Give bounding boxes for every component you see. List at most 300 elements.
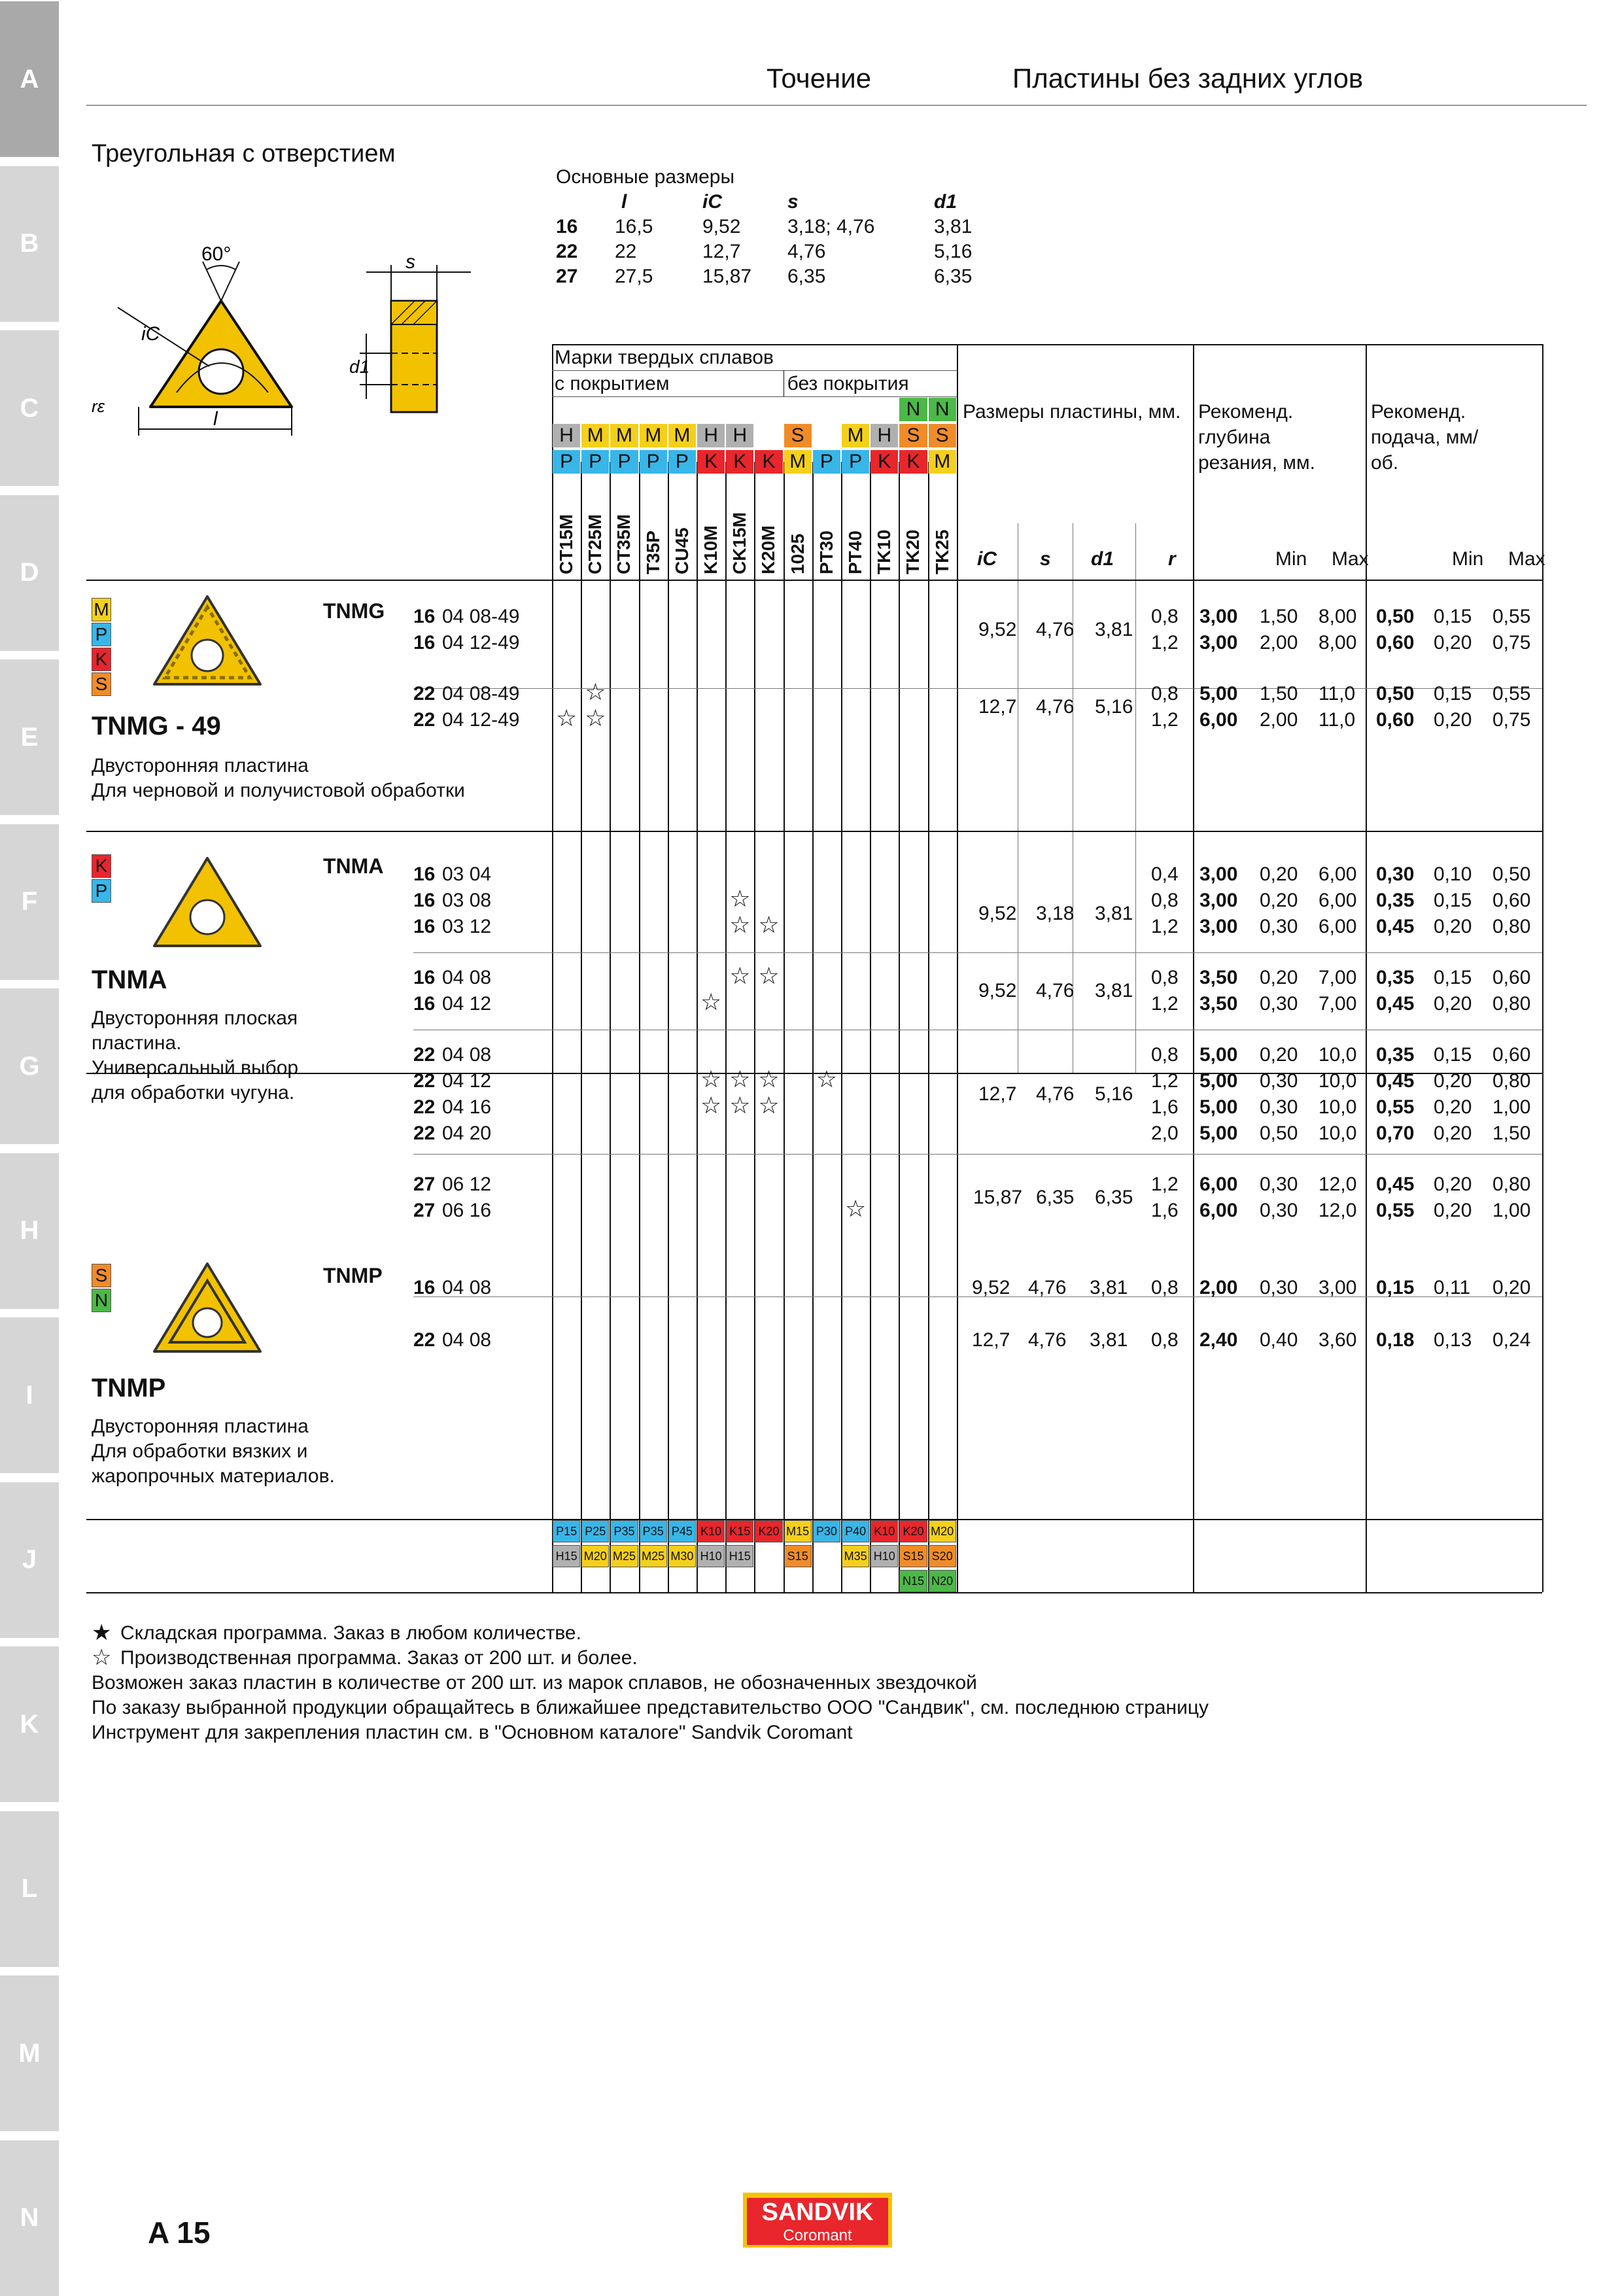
insert-label: TNMP [92,1374,166,1402]
grid-line [841,462,842,1592]
footnote-line: Производственная программа. Заказ от 200 шт. и более. [120,1647,638,1669]
depth-min-val: 1,50 [1260,606,1298,627]
depth: 5,00 [1199,1096,1238,1118]
code-suffix: 04 12 [442,993,492,1015]
insert-description: Двусторонняя плоская [92,1007,298,1029]
code-prefix: 22 [413,1122,436,1144]
grade-group-cell: M [610,424,638,447]
grade-name: K10M [700,525,721,574]
depth-min-val: 2,00 [1260,709,1298,731]
feed-min-val: 0,11 [1434,1277,1471,1298]
grade-iso-chip: K10 [870,1520,898,1542]
grade-group-cell: M [668,424,696,447]
depth-min-val: 0,30 [1260,916,1298,937]
grade-group-cell: S [784,424,812,447]
radius: 1,2 [1151,1174,1179,1195]
depth-min-val: 1,50 [1260,683,1298,704]
grade-group-cell: K [697,450,725,474]
grid-line [552,344,1542,345]
basic-dims-col-iC: iC [702,191,722,213]
code-suffix: 04 08 [442,1277,492,1298]
code-suffix: 04 12-49 [442,709,520,731]
star-icon: ☆ [729,911,751,938]
feed-min-val: 0,20 [1434,993,1472,1015]
depth: 2,40 [1199,1329,1238,1351]
depth-max-val: 7,00 [1318,967,1357,988]
code-suffix: 04 16 [442,1096,492,1118]
insert-tnma-icon [145,850,269,955]
radius: 0,8 [1151,683,1179,704]
col-s: s [1040,548,1051,570]
code-suffix: 04 08 [442,967,492,988]
depth: 3,00 [1199,916,1238,937]
feed-max-val: 0,75 [1492,632,1531,653]
tab-e[interactable]: E [0,659,59,815]
grade-group-cell: H [553,424,580,447]
insert-description: жаропрочных материалов. [92,1465,335,1487]
svg-text:s: s [405,251,415,273]
depth: 3,00 [1199,863,1238,885]
insert-tnmp-icon [145,1256,269,1361]
code-prefix: 16 [413,863,436,885]
feed-min-val: 0,20 [1434,709,1472,731]
table-row [0,1096,1,1097]
grid-line [610,462,611,1592]
material-badge: N [92,1289,111,1312]
tab-c[interactable]: C [0,330,59,486]
tab-l[interactable]: L [0,1811,59,1967]
feed: 0,45 [1376,1174,1415,1195]
code-prefix: 16 [413,890,436,911]
code-suffix: 06 16 [442,1200,492,1221]
table-row [0,1277,1,1278]
material-badge: S [92,672,111,696]
code-prefix: 27 [413,1174,436,1195]
grade-group-cell: N [929,398,956,421]
filled-star-icon: ★ [92,1620,112,1645]
grade-group-cell: S [899,424,927,447]
dim-s: 4,76 [1036,1083,1075,1105]
star-icon: ☆ [700,988,722,1015]
grade-iso-chip: M25 [610,1545,638,1567]
grid-line [725,462,727,1592]
star-icon: ☆ [758,962,780,989]
basic-dims-code: 22 [556,241,578,262]
insert-label: TNMA [92,965,167,994]
feed-max-val: 0,55 [1492,683,1531,704]
depth-max-val: 11,0 [1318,683,1356,704]
footnote-line: Возможен заказ пластин в количестве от 200 шт. из марок сплавов, не обозначенных звездочкой [92,1672,977,1694]
grades-title: Марки твердых сплавов [555,347,774,368]
radius: 1,6 [1151,1096,1179,1118]
grade-group-cell: P [813,450,840,474]
feed: 0,35 [1376,967,1415,988]
grade-name: K20M [758,525,779,574]
tab-a[interactable]: A [0,1,59,157]
insert-description: Двусторонняя пластина [92,1416,309,1437]
depth: 5,00 [1199,1122,1238,1144]
insert-tnmg-icon [145,589,269,693]
dim-ic: 9,52 [978,980,1017,1001]
grade-iso-chip: S20 [929,1545,956,1567]
star-icon: ☆ [758,1092,780,1119]
tab-d[interactable]: D [0,495,59,651]
grid-line [552,370,957,371]
svg-text:iC: iC [141,323,160,345]
grid-line [957,344,958,1592]
depth-max-val: 8,00 [1318,606,1357,627]
basic-dims-col-d1: d1 [934,191,957,213]
basic-dims-value: 6,35 [934,266,973,287]
depth-min-val: 0,20 [1260,967,1298,988]
tab-f[interactable]: F [0,824,59,980]
grid-line [1135,523,1136,1073]
depth: 3,50 [1199,967,1238,988]
svg-text:d1: d1 [349,357,370,377]
basic-dims-title: Основные размеры [556,166,735,188]
feed-max-val: 0,60 [1492,1044,1531,1066]
feed-min-val: 0,15 [1434,1044,1472,1066]
feed-max-val: 0,24 [1492,1329,1531,1351]
feed-max-val: 0,60 [1492,890,1531,911]
insert-description: Для черновой и получистовой обработки [92,780,465,801]
star-icon: ☆ [816,1066,838,1092]
star-icon: ☆ [700,1066,722,1092]
grade-name: CT15M [556,514,576,574]
dim-ic: 9,52 [978,903,1017,924]
grade-name: PT30 [816,531,836,574]
grid-line [784,462,785,1592]
code-prefix: 22 [413,1096,436,1118]
depth: 5,00 [1199,1070,1238,1092]
col-r: r [1168,548,1176,570]
insert-dimension-drawing [78,235,484,445]
grid-line [413,952,1542,953]
grade-name: T35P [642,531,663,574]
dim-s: 4,76 [1028,1329,1067,1351]
grid-line [870,462,871,1592]
tab-b[interactable]: B [0,166,59,322]
tab-m[interactable]: M [0,1975,59,2131]
grade-name: CU45 [671,527,692,574]
grid-line [86,831,1542,832]
depth-max-val: 10,0 [1318,1044,1357,1066]
dim-ic: 12,7 [978,696,1017,718]
material-badge: S [92,1264,111,1287]
grade-iso-chip: P15 [553,1520,580,1542]
dim-ic: 9,52 [978,619,1017,640]
feed: 0,45 [1376,1070,1415,1092]
feed-max-val: 0,80 [1492,1174,1531,1195]
depth: 5,00 [1199,1044,1238,1066]
grade-iso-chip: P40 [842,1520,869,1542]
feed-max-val: 0,55 [1492,606,1531,627]
insert-description: Двусторонняя пластина [92,755,309,776]
grade-iso-chip: M30 [668,1545,696,1567]
depth-min-val: 2,00 [1260,632,1298,653]
code-prefix: 22 [413,1044,436,1066]
grid-line [812,462,814,1592]
tab-h[interactable]: H [0,1153,59,1309]
sandvik-logo: SANDVIK Coromant [743,2193,892,2248]
feed: 0,60 [1376,709,1415,731]
depth-max-val: 6,00 [1318,863,1357,885]
grade-iso-chip: P35 [610,1520,638,1542]
grade-name: PT40 [845,531,865,574]
star-icon: ☆ [585,678,606,705]
feed: 0,35 [1376,890,1415,911]
star-icon: ☆ [700,1092,722,1119]
insert-type-code: TNMG [323,599,385,623]
depth: 3,00 [1199,890,1238,911]
feed-min-val: 0,20 [1434,1122,1472,1144]
code-prefix: 16 [413,993,436,1015]
dim-ic: 12,7 [978,1083,1017,1105]
star-icon: ☆ [729,885,751,912]
grade-name: CT25M [585,514,606,574]
radius: 1,6 [1151,1200,1179,1221]
depth-max-val: 7,00 [1318,993,1357,1015]
feed-max-val: 0,60 [1492,967,1531,988]
grade-group-cell: N [899,398,927,421]
code-suffix: 03 04 [442,863,492,885]
table-row [0,683,1,684]
depth-min-val: 0,30 [1260,1277,1298,1298]
feed-max-val: 0,80 [1492,1070,1531,1092]
grid-line [754,462,755,1592]
feed: 0,15 [1376,1277,1415,1298]
feed: 0,70 [1376,1122,1415,1144]
grade-iso-chip: K20 [899,1520,927,1542]
dims-title: Размеры пластины, мм. [963,401,1181,423]
shape-title: Треугольная с отверстием [92,140,396,167]
grade-group-cell: M [929,450,956,474]
feed: 0,30 [1376,863,1415,885]
grade-iso-chip: M15 [784,1520,812,1542]
radius: 2,0 [1151,1122,1179,1144]
depth: 2,00 [1199,1277,1238,1298]
tab-i[interactable]: I [0,1317,59,1473]
basic-dims-value: 3,18; 4,76 [787,216,875,237]
grid-line [1366,344,1367,1592]
radius: 0,4 [1151,863,1179,885]
depth-max-val: 12,0 [1318,1174,1357,1195]
code-suffix: 04 08 [442,1044,492,1066]
star-icon: ☆ [556,704,577,731]
dim-s: 4,76 [1028,1277,1067,1298]
grade-group-cell: H [870,424,898,447]
grade-name: TK20 [903,529,923,574]
grid-line [86,580,1542,581]
insert-description: Для обработки вязких и [92,1440,308,1462]
grade-iso-chip: S15 [899,1545,927,1567]
basic-dims-value: 9,52 [702,216,741,237]
depth: 5,00 [1199,683,1238,704]
depth: 3,50 [1199,993,1238,1015]
code-suffix: 04 20 [442,1122,492,1144]
tab-j[interactable]: J [0,1482,59,1638]
depth-max-val: 3,60 [1318,1329,1357,1351]
depth-min-val: 0,30 [1260,1200,1298,1221]
feed: 0,50 [1376,606,1415,627]
dim-d1: 3,81 [1095,903,1133,924]
radius: 0,8 [1151,606,1179,627]
table-row [0,632,1,633]
grid-line [928,462,929,1592]
grid-line [86,1592,1542,1593]
star-icon: ☆ [585,704,606,731]
grade-iso-chip: M25 [640,1545,667,1567]
depth-max-val: 12,0 [1318,1200,1357,1221]
table-row [0,1329,1,1330]
footnote-line: По заказу выбранной продукции обращайтесь в ближайшее представительство ООО "Сандвик", см. последнюю страницу [92,1697,1209,1718]
star-icon: ☆ [845,1195,867,1222]
dim-d1: 3,81 [1090,1277,1128,1298]
radius: 0,8 [1151,967,1179,988]
grade-group-cell: M [581,424,609,447]
table-row [0,709,1,710]
col-d1: d1 [1091,548,1114,570]
feed-min-val: 0,20 [1434,1096,1472,1118]
depth-min-val: 0,30 [1260,1174,1298,1195]
uncoated-label: без покрытия [787,373,909,394]
basic-dims-col-l: l [621,191,627,213]
dim-ic: 9,52 [972,1277,1010,1298]
depth-min: Min [1275,548,1307,570]
grade-group-cell: P [640,450,667,474]
svg-text:l: l [213,408,218,430]
depth: 3,00 [1199,606,1238,627]
basic-dims-value: 12,7 [702,241,741,262]
coated-label: с покрытием [555,373,670,394]
dim-d1: 3,81 [1095,619,1133,640]
code-prefix: 16 [413,1277,436,1298]
grade-group-cell: H [726,424,753,447]
depth-min-val: 0,30 [1260,1070,1298,1092]
grade-name: TK25 [931,529,952,574]
insert-type-code: TNMP [323,1264,383,1287]
grade-iso-chip: N15 [899,1570,927,1592]
depth-min-val: 0,20 [1260,1044,1298,1066]
feed-min-val: 0,15 [1434,683,1472,704]
depth-min-val: 0,20 [1260,863,1298,885]
header-rule [86,105,1587,106]
code-suffix: 04 12 [442,1070,492,1092]
feed-min: Min [1452,548,1484,570]
feed-min-val: 0,20 [1434,632,1472,653]
material-badge: P [92,623,111,646]
feed: 0,18 [1376,1329,1415,1351]
depth-max-val: 11,0 [1318,709,1356,731]
radius: 1,2 [1151,632,1179,653]
grade-name: 1025 [787,533,808,574]
grade-group-cell: H [697,424,725,447]
dim-s: 4,76 [1036,696,1075,718]
depth-max-val: 6,00 [1318,890,1357,911]
code-suffix: 04 12-49 [442,632,520,653]
star-icon: ☆ [758,911,780,938]
star-icon: ☆ [729,962,751,989]
tab-k[interactable]: K [0,1646,59,1802]
basic-dims-value: 22 [615,241,637,262]
insert-description: пластина. [92,1032,182,1054]
feed-max-val: 1,00 [1492,1096,1531,1118]
svg-text:rε: rε [92,396,105,416]
grid-line [552,396,957,397]
grid-line [552,344,553,1592]
col-ic: iC [977,548,997,570]
tab-g[interactable]: G [0,988,59,1144]
basic-dims-value: 3,81 [934,216,973,237]
grade-iso-chip: K15 [726,1520,753,1542]
insert-description: Универсальный выбор [92,1057,299,1079]
depth-max-val: 3,00 [1318,1277,1357,1298]
grade-iso-chip: P25 [581,1520,609,1542]
dim-d1: 5,16 [1095,1083,1133,1105]
tab-n[interactable]: N [0,2140,59,2296]
grade-group-cell: P [553,450,580,474]
grid-line [639,462,640,1592]
star-icon: ☆ [729,1092,751,1119]
page-number: A 15 [148,2216,211,2250]
radius: 1,2 [1151,916,1179,937]
star-icon: ☆ [729,1066,751,1092]
dim-s: 6,35 [1036,1187,1075,1208]
dim-d1: 5,16 [1095,696,1133,718]
grade-group-cell: P [668,450,696,474]
grade-iso-chip: N20 [929,1570,956,1592]
table-row [0,1070,1,1071]
feed-max-val: 1,50 [1492,1122,1531,1144]
grade-group-cell: K [726,450,753,474]
feed-max-val: 0,80 [1492,916,1531,937]
radius: 1,2 [1151,709,1179,731]
star-icon: ☆ [758,1066,780,1092]
code-prefix: 22 [413,1070,436,1092]
feed-min-val: 0,20 [1434,1200,1472,1221]
angle-label: 60° [201,243,232,265]
material-badge: K [92,648,111,671]
code-prefix: 27 [413,1200,436,1221]
grid-line [899,462,900,1592]
grade-name: CK15M [729,512,750,574]
grade-group-cell: K [899,450,927,474]
code-prefix: 16 [413,916,436,937]
grade-group-cell: M [784,450,812,474]
basic-dims-value: 6,35 [787,266,826,287]
footnote-line: Инструмент для закрепления пластин см. в "Основном каталоге" Sandvik Coromant [92,1722,853,1743]
depth-min-val: 0,50 [1260,1122,1298,1144]
basic-dims-code: 27 [556,266,578,287]
depth-max-val: 6,00 [1318,916,1357,937]
grid-line [413,688,1542,689]
basic-dims-value: 27,5 [615,266,653,287]
grid-line [413,1154,1542,1155]
feed-min-val: 0,20 [1434,916,1472,937]
feed: 0,50 [1376,683,1415,704]
footnote-line: Складская программа. Заказ в любом количестве. [120,1622,581,1644]
depth-min-val: 0,30 [1260,1096,1298,1118]
grid-line [697,462,698,1592]
grade-name: TK10 [874,529,895,574]
insert-label: TNMG - 49 [92,712,221,740]
dim-ic: 12,7 [972,1329,1010,1351]
depth: 6,00 [1199,1174,1238,1195]
feed-min-val: 0,10 [1434,863,1472,885]
table-row [0,863,1,864]
feed-min-val: 0,15 [1434,967,1472,988]
grade-group-cell: M [842,424,869,447]
